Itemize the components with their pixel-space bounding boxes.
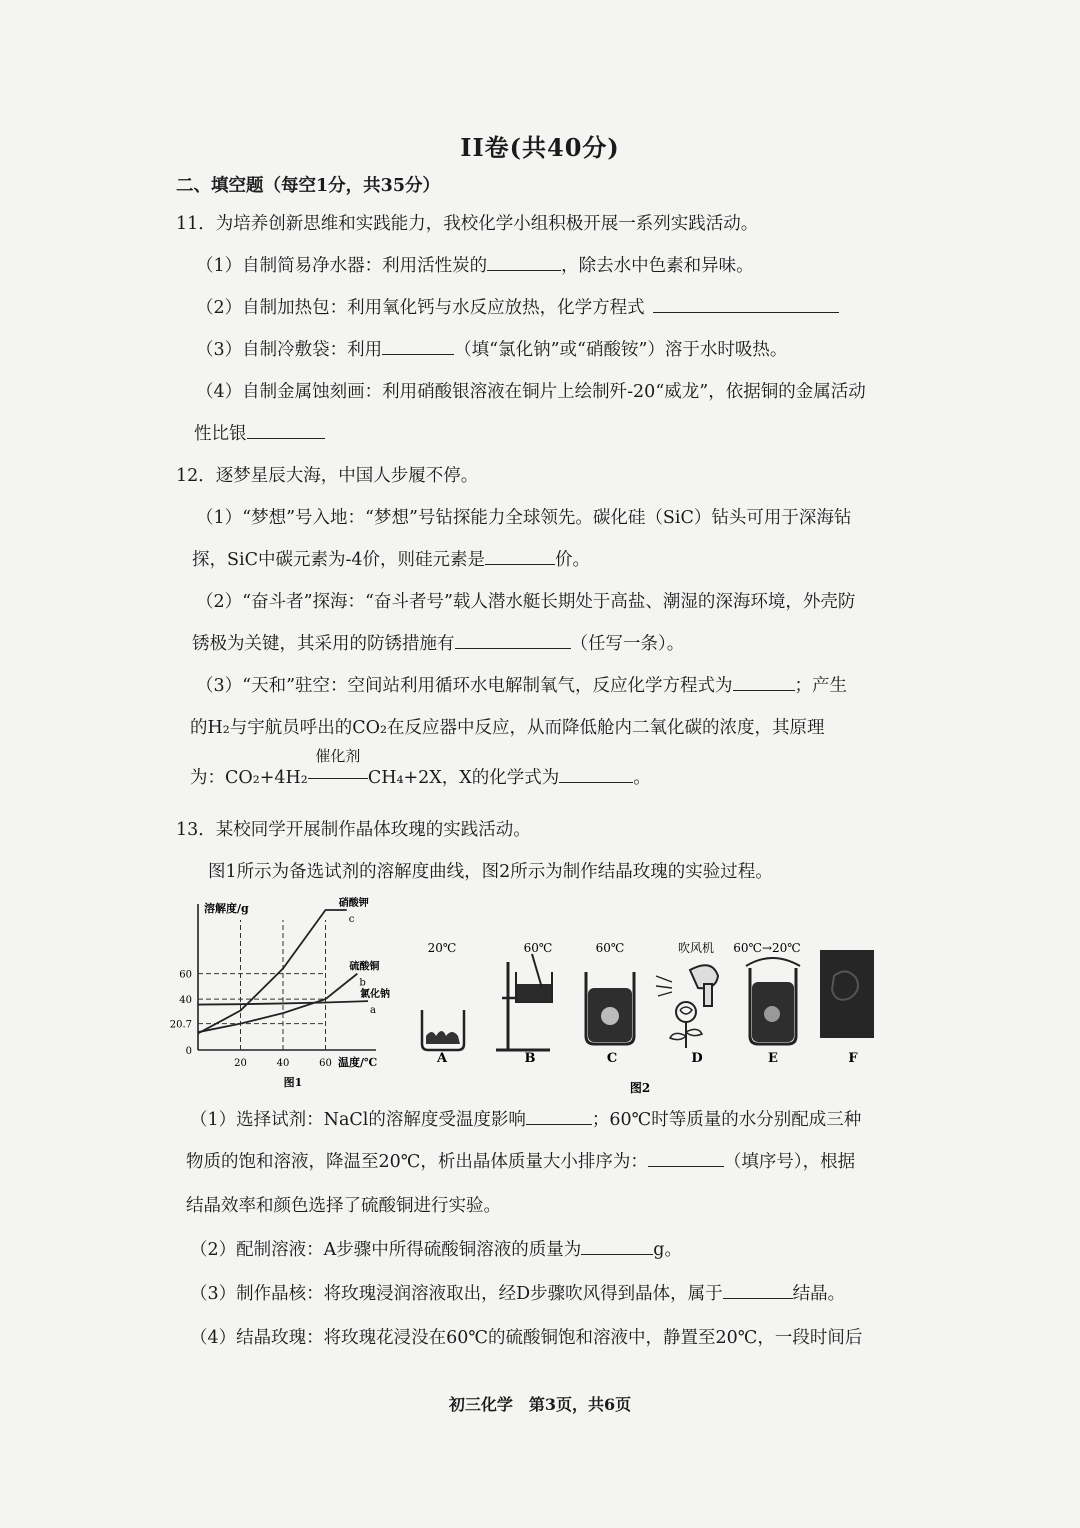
step-c-beaker <box>586 972 634 1044</box>
q11-blank1[interactable] <box>487 254 561 271</box>
q12-p3a: （3）“天和”驻空：空间站利用循环水电解制氧气，反应化学方程式为 <box>196 676 733 696</box>
q11-part3 <box>196 338 787 362</box>
step-e-temp: 60℃→20℃ <box>733 941 801 955</box>
step-b-label: B <box>524 1051 536 1066</box>
series-name: 氯化钠 <box>360 989 390 1001</box>
q11-p3a: （3）自制冷敷袋：利用 <box>196 340 383 360</box>
q13-part1c <box>186 1150 855 1174</box>
q13-part1a <box>190 1108 861 1132</box>
step-b-temp: 60℃ <box>523 941 553 955</box>
q13-p3a: （3）制作晶核：将玫瑰浸润溶液取出，经D步骤吹风得到晶体，属于 <box>190 1284 723 1304</box>
step-d-temp: 吹风机 <box>677 941 715 955</box>
y-axis-label: 溶解度/g <box>204 902 249 915</box>
catalyst-label: 催化剂 <box>315 747 361 765</box>
series-letter: a <box>370 1005 376 1017</box>
q13-p1c: 物质的饱和溶液，降温至20℃，析出晶体质量大小排序为： <box>186 1152 648 1172</box>
q12-p3d-prefix: 为：CO₂+4H₂ <box>190 768 308 788</box>
q12-p2a: （2）“奋斗者”探海：“奋斗者号”载人潜水艇长期处于高盐、潮湿的深海环境，外壳防 <box>196 592 856 612</box>
q11-part4b <box>194 422 325 446</box>
x-axis-label: 温度/℃ <box>338 1056 378 1069</box>
x-tick-label: 40 <box>276 1058 290 1069</box>
q12-part3a <box>196 674 847 698</box>
figure2-caption: 图2 <box>629 1081 651 1095</box>
q13-intro: 图1所示为备选试剂的溶解度曲线，图2所示为制作结晶玫瑰的实验过程。 <box>208 862 773 882</box>
q13-p1e: 结晶效率和颜色选择了硫酸铜进行实验。 <box>186 1196 501 1216</box>
q11-p1a: （1）自制简易净水器：利用活性炭的 <box>196 256 488 276</box>
step-a-temp: 20℃ <box>427 941 457 955</box>
page-footer: 初三化学 第3页，共6页 <box>448 1395 632 1414</box>
step-c-temp: 60℃ <box>595 941 625 955</box>
q11-p4a: （4）自制金属蚀刻画：利用硝酸银溶液在铜片上绘制歼-20“威龙”，依据铜的金属活动 <box>196 382 866 402</box>
q11-blank3[interactable] <box>382 338 454 355</box>
q12-p3d-end: 。 <box>633 768 651 788</box>
q13-p4a: （4）结晶玫瑰：将玫瑰花浸没在60℃的硫酸铜饱和溶液中，静置至20℃，一段时间后 <box>190 1328 863 1348</box>
chart-caption: 图1 <box>283 1076 303 1089</box>
q12-blank4[interactable] <box>559 766 633 783</box>
q12-p2c: （任写一条）。 <box>570 634 685 654</box>
q12-p1c: 价。 <box>555 550 591 570</box>
series-name: 硫酸铜 <box>349 961 380 973</box>
q11-p2a: （2）自制加热包：利用氧化钙与水反应放热，化学方程式 <box>196 298 645 318</box>
q12-part2b <box>192 632 684 656</box>
q11-blank4[interactable] <box>247 422 325 439</box>
series-name: 硝酸钾 <box>338 898 369 909</box>
q13-blank4[interactable] <box>723 1282 793 1299</box>
q13-blank3[interactable] <box>581 1238 653 1255</box>
q12-blank2[interactable] <box>455 632 571 649</box>
x-tick-label: 20 <box>234 1058 247 1069</box>
q12-p2b: 锈极为关键，其采用的防锈措施有 <box>192 634 455 654</box>
section-heading: 二、填空题（每空1分，共35分） <box>176 176 441 196</box>
arrow-line <box>308 778 368 779</box>
q12-blank3[interactable] <box>733 674 795 691</box>
page-title: II卷(共40分) <box>460 133 620 162</box>
q13-p3b: 结晶。 <box>792 1284 846 1304</box>
step-b-stand <box>496 954 552 1050</box>
reaction-arrow <box>308 747 368 790</box>
y-tick-label: 40 <box>179 995 192 1007</box>
step-d-label: D <box>691 1051 703 1066</box>
solubility-chart <box>160 896 390 1096</box>
experiment-figure <box>400 932 880 1096</box>
step-a-beaker <box>422 1010 464 1050</box>
series-letter: b <box>359 977 366 989</box>
q12-p3d-suffix: CH₄+2X，X的化学式为 <box>367 768 560 788</box>
step-e-beaker <box>746 958 800 1044</box>
q13-part3 <box>190 1282 845 1306</box>
x-tick-label: 60 <box>319 1058 332 1069</box>
q12-blank1[interactable] <box>485 548 555 565</box>
q12-p1b: 探，SiC中碳元素为-4价，则硅元素是 <box>192 550 486 570</box>
q13-blank1[interactable] <box>526 1108 592 1125</box>
q11-p1b: ，除去水中色素和异味。 <box>561 256 754 276</box>
y-tick-label: 60 <box>179 969 192 981</box>
q11-p3b: （填“氯化钠”或“硝酸铵”）溶于水时吸热。 <box>454 340 788 360</box>
q11-part1 <box>196 254 754 278</box>
q12-p1a: （1）“梦想”号入地：“梦想”号钻探能力全球领先。碳化硅（SiC）钻头可用于深海钻 <box>196 508 852 528</box>
q13-stem: 13．某校同学开展制作晶体玫瑰的实践活动。 <box>176 820 531 840</box>
step-f-label: F <box>848 1051 858 1066</box>
q12-stem: 12．逐梦星辰大海，中国人步履不停。 <box>176 466 479 486</box>
step-e-label: E <box>768 1051 778 1066</box>
series-letter: c <box>348 914 355 925</box>
y-tick-label: 0 <box>185 1046 192 1057</box>
q13-p1b: ；60℃时等质量的水分别配成三种 <box>591 1110 862 1130</box>
q13-p2a: （2）配制溶液：A步骤中所得硫酸铜溶液的质量为 <box>190 1240 582 1260</box>
q13-part2 <box>190 1238 682 1262</box>
q11-part2 <box>196 296 839 320</box>
q13-p1d: （填序号），根据 <box>723 1152 856 1172</box>
q12-part1b <box>192 548 590 572</box>
q11-p4b: 性比银 <box>194 424 247 444</box>
step-f-photo <box>820 950 874 1038</box>
step-d-dryer <box>656 965 718 1048</box>
q11-stem: 11．为培养创新思维和实践能力，我校化学小组积极开展一系列实践活动。 <box>176 214 759 234</box>
step-c-label: C <box>606 1051 618 1066</box>
q12-p3c: 的H₂与宇航员呼出的CO₂在反应器中反应，从而降低舱内二氧化碳的浓度，其原理 <box>190 718 825 738</box>
q12-p3b: ；产生 <box>794 676 848 696</box>
q13-p1a: （1）选择试剂：NaCl的溶解度受温度影响 <box>190 1110 526 1130</box>
q13-blank2[interactable] <box>648 1150 724 1167</box>
q11-blank2[interactable] <box>653 296 839 313</box>
q13-p2b: g。 <box>653 1240 682 1260</box>
y-tick-label: 20.7 <box>169 1019 192 1031</box>
step-a-label: A <box>436 1051 448 1066</box>
q12-equation <box>190 747 651 790</box>
